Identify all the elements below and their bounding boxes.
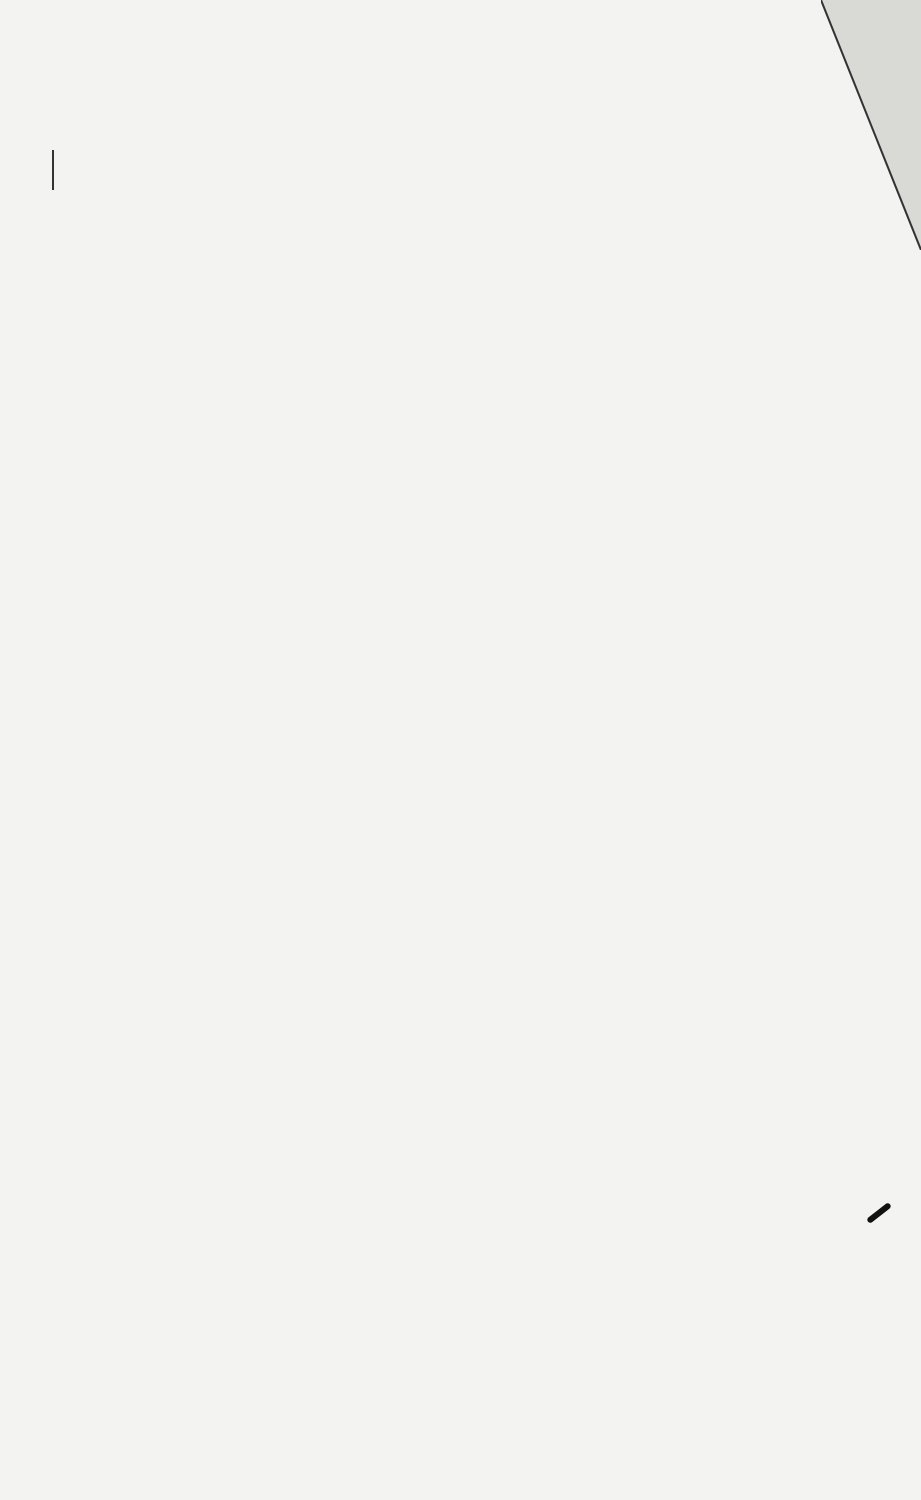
- section-title-cryptogam-roots: [62, 300, 838, 336]
- index-page: [62, 40, 838, 1460]
- margin-bracket: [52, 150, 57, 190]
- section-title-gymnosperm: [62, 244, 838, 280]
- section-title-cryptogam-noroots: [62, 360, 838, 396]
- page-column-header: [62, 122, 838, 150]
- page-number: [42, 40, 838, 100]
- section-title-monocot: [62, 180, 838, 216]
- ink-mark: [866, 1202, 892, 1224]
- section-title-thallophyta: [62, 422, 838, 458]
